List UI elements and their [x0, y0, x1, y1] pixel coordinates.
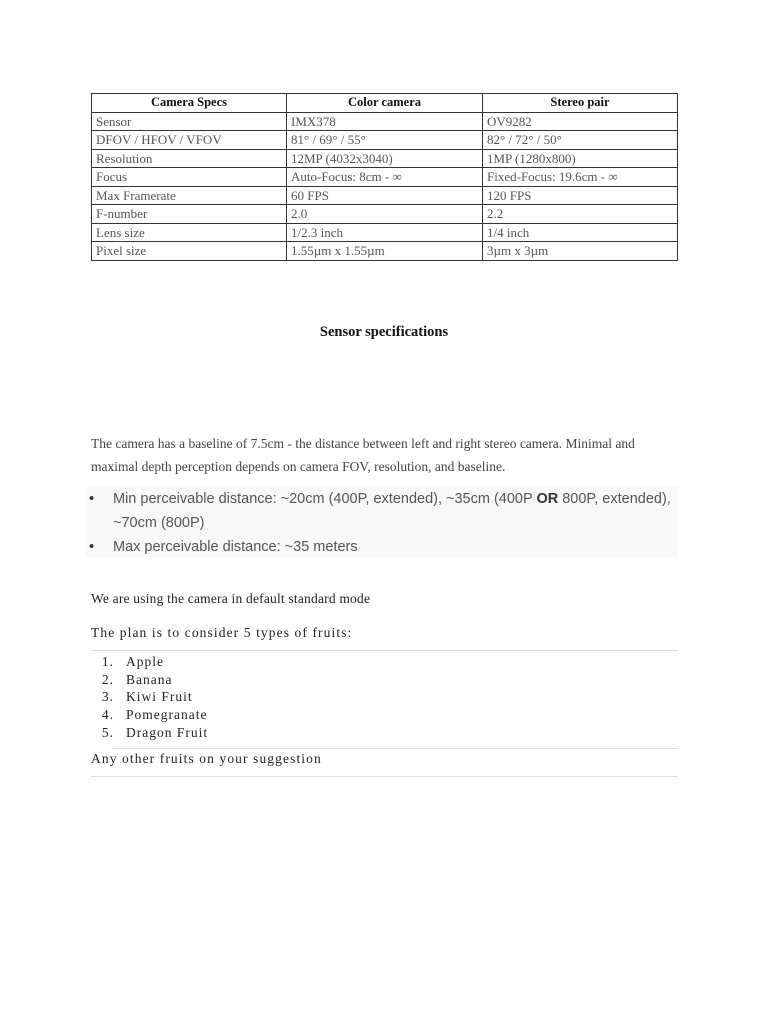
table-cell: 1MP (1280x800) [483, 149, 678, 168]
bullet-max-distance: • Max perceivable distance: ~35 meters [113, 535, 678, 559]
baseline-paragraph: The camera has a baseline of 7.5cm - the distance between left and right stereo camera. Minimal and maximal depth perception depends on camera FOV, resolution, and baseline. [91, 436, 635, 474]
list-number: 2. [101, 671, 114, 687]
divider [91, 650, 678, 651]
table-header-row [92, 94, 678, 113]
table-row [92, 186, 678, 205]
table-row [92, 168, 678, 187]
table-cell: 81° / 69° / 55° [287, 131, 483, 150]
bullet-text: Min perceivable distance: ~20cm (400P, extended), ~35cm (400P [113, 491, 537, 507]
table-cell: F-number [92, 205, 287, 224]
table-cell: Lens size [92, 223, 287, 242]
table-cell: 2.2 [483, 205, 678, 224]
fruit-item [91, 724, 208, 742]
fruit-name: Pomegranate [126, 707, 208, 723]
fruit-name: Banana [126, 671, 173, 687]
table-cell: Pixel size [92, 242, 287, 261]
table-row [92, 112, 678, 131]
table-caption: Sensor specifications [319, 324, 449, 340]
list-number: 1. [101, 654, 114, 669]
table-row [92, 131, 678, 150]
header-cell: Stereo pair [483, 94, 678, 113]
fruit-item [91, 653, 208, 671]
fruit-name: Apple [126, 654, 164, 669]
table-cell: 1/4 inch [483, 223, 678, 242]
fruit-name: Dragon Fruit [126, 724, 209, 740]
table-cell: 82° / 72° / 50° [483, 131, 678, 150]
table-cell: Resolution [92, 149, 287, 168]
fruit-name: Kiwi Fruit [126, 689, 193, 705]
fruit-item [91, 706, 208, 724]
table-row [92, 149, 678, 168]
table-cell: 1.55µm x 1.55µm [287, 242, 483, 261]
table-cell: Sensor [92, 112, 287, 131]
list-number: 4. [101, 707, 114, 723]
list-number: 3. [101, 689, 114, 705]
fruit-item [91, 688, 208, 706]
table-cell: 60 FPS [287, 186, 483, 205]
header-cell: Color camera [287, 94, 483, 113]
list-number: 5. [101, 724, 114, 740]
table-cell: Auto-Focus: 8cm - ∞ [287, 168, 483, 187]
mode-text: We are using the camera in default standard mode [91, 591, 371, 606]
bullet-bold: OR [536, 491, 559, 507]
table-cell: 12MP (4032x3040) [287, 149, 483, 168]
table-row [92, 205, 678, 224]
table-row [92, 223, 678, 242]
fruit-list [91, 653, 208, 742]
table-cell: 1/2.3 inch [287, 223, 483, 242]
camera-specs-table [91, 93, 678, 261]
table-cell: Fixed-Focus: 19.6cm - ∞ [483, 168, 678, 187]
table-row [92, 242, 678, 261]
divider [113, 748, 678, 749]
divider [91, 776, 678, 777]
table-cell: 120 FPS [483, 186, 678, 205]
table-cell: Focus [92, 168, 287, 187]
table-cell: 3µm x 3µm [483, 242, 678, 261]
plan-text: The plan is to consider 5 types of fruits: [91, 625, 353, 640]
table-cell: 2.0 [287, 205, 483, 224]
table-cell: IMX378 [287, 112, 483, 131]
table-cell: DFOV / HFOV / VFOV [92, 131, 287, 150]
table-cell: OV9282 [483, 112, 678, 131]
bullet-min-distance [113, 487, 678, 535]
header-cell: Camera Specs [92, 94, 287, 113]
depth-bullets [86, 487, 678, 557]
bullet-text: 800P, extended), ~70cm (800P) [113, 491, 671, 531]
fruit-item [91, 671, 208, 689]
other-fruits-text: Any other fruits on your suggestion [91, 751, 322, 766]
table-cell: Max Framerate [92, 186, 287, 205]
